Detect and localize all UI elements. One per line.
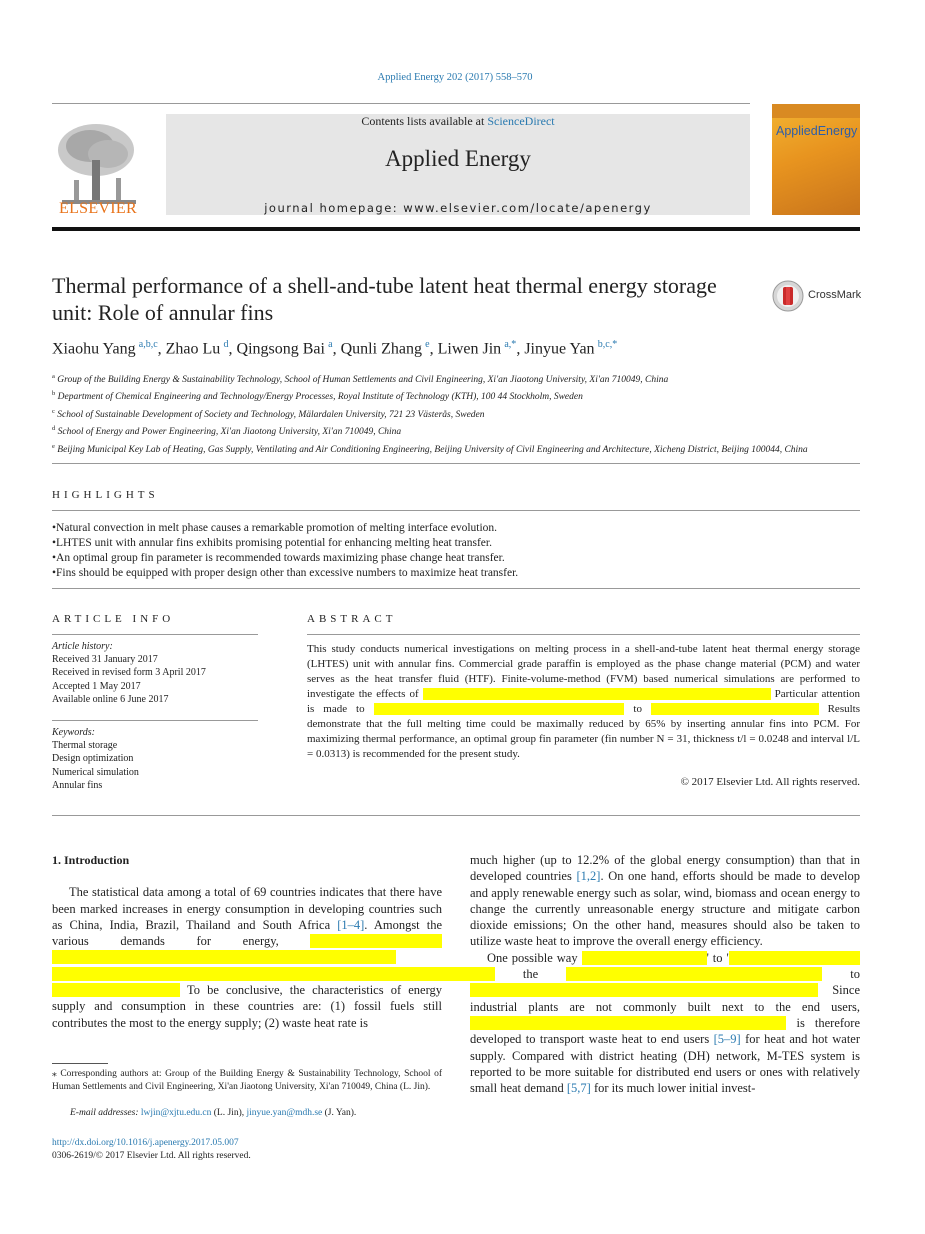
keyword-item: Design optimization <box>52 753 134 765</box>
contents-prefix: Contents lists available at <box>361 114 488 128</box>
redaction-highlight <box>423 688 771 700</box>
author-name[interactable]: Jinyue Yan <box>524 340 595 358</box>
history-label: Article history: <box>52 641 113 652</box>
affiliations-divider <box>52 463 860 464</box>
author-name[interactable]: Qunli Zhang <box>340 340 422 358</box>
keywords <box>52 726 258 792</box>
author-name[interactable]: Qingsong Bai <box>236 340 325 358</box>
highlight-item: • Natural convection in melt phase causes a remarkable promotion of melting interface evolution. <box>52 521 860 536</box>
intro-paragraph: One possible way ' to ' the to Since industrial plants are not commonly built next to the end users, is therefore developed to transport waste heat to end users [5–9] for heat and hot water supply. Compared with district heating (DH) network, M-TES system is reported to be more suitable for distributed end users or ones with relatively small heat demand [5,7] for its much lower initial invest- <box>470 950 861 1096</box>
header-divider <box>52 227 860 231</box>
highlights-bottom-rule <box>52 588 860 589</box>
corresponding-author-note: ⁎ Corresponding authors at: Group of the Building Energy & Sustainability Technology, School of Human Settlements and Civil Engineering, Xi'an Jiaotong University, Xi'an 710049, China (L. Jin). <box>52 1069 442 1093</box>
citation-link[interactable]: [5,7] <box>566 1081 591 1096</box>
abstract-rule <box>307 634 860 635</box>
redaction-highlight <box>566 967 822 981</box>
highlight-item: • An optimal group fin parameter is recommended towards maximizing phase change heat transfer. <box>52 551 860 566</box>
author-affil-sup[interactable]: a,b,c <box>138 339 158 350</box>
intro-right-column <box>470 852 860 1096</box>
issn-line: 0306-2619/© 2017 Elsevier Ltd. All rights reserved. <box>52 1151 251 1161</box>
keyword-item: Thermal storage <box>52 740 118 752</box>
affiliation-item: $^d$ School of Energy and Power Engineering, Xi'an Jiaotong University, Xi'an 710049, China <box>52 425 402 438</box>
journal-name: Applied Energy <box>385 146 531 171</box>
email-line: E-mail addresses: lwjin@xjtu.edu.cn (L. Jin), jinyue.yan@mdh.se (J. Yan). <box>70 1108 357 1118</box>
footnote-rule <box>52 1063 108 1064</box>
intro-paragraph: The statistical data among a total of 69 countries indicates that there have been marked increases in energy consumption in developing countries such as China, India, Brazil, Thailand and South Africa [1–4]. Amongst the various demands for energy, To be conclusive, the characteristics of energy supply and consumption in these countries are: (1) fossil fuels still contributes the most to the energy supply; (2) waste heat rate is <box>52 884 442 1031</box>
publisher-name: ELSEVIER <box>59 200 137 217</box>
abstract-copyright: © 2017 Elsevier Ltd. All rights reserved. <box>680 776 860 788</box>
affiliation-item: $^c$ School of Sustainable Development of Society and Technology, Mälardalen University, 721 23 Västerås, Sweden <box>52 407 485 421</box>
author-name[interactable]: Xiaohu Yang <box>52 340 136 358</box>
author-name[interactable]: Liwen Jin <box>437 340 502 358</box>
author-affil-sup[interactable]: a,* <box>504 339 517 350</box>
contents-line <box>166 114 750 129</box>
abstract-text: This study conducts numerical investigations on melting process in a shell-and-tube latent heat thermal energy storage (LHTES) unit with annular fins. Commercial grade paraffin is employed as the phase change material (PCM) and water serves as the heat transfer fluid (HTF). Finite-volume-method (FVM) based numerical simulations are performed to investigate the effects of Particular attention is made to to Results demonstrate that the full melting time could be maximally reduced by 65% by inserting annular fins into PCM. For maximizing thermal performance, an optimal group fin parameter (fin number N = 31, thickness t/l = 0.0248 and interval l/L = 0.0313) is recommended for the present study. <box>307 643 861 760</box>
keyword-item: Numerical simulation <box>52 766 139 778</box>
abstract-heading: ABSTRACT <box>307 613 397 625</box>
highlights-rule <box>52 510 860 511</box>
article-title: Thermal performance of a shell-and-tube latent heat thermal energy storage unit: Role of annular fins <box>52 273 717 325</box>
citation-link[interactable]: [5–9] <box>713 1032 741 1047</box>
highlight-item: • Fins should be equipped with proper design other than excessive numbers to maximize heat transfer. <box>52 566 860 581</box>
citation-link[interactable]: [1,2] <box>576 869 601 884</box>
cover-title: AppliedEnergy <box>776 124 858 138</box>
crossmark-icon[interactable] <box>772 280 804 312</box>
history-item: Available online 6 June 2017 <box>52 693 169 705</box>
affiliation-item: $^a$ Group of the Building Energy & Sustainability Technology, School of Human Settlements and Civil Engineering, Xi'an Jiaotong University, Xi'an 710049, China <box>52 373 669 386</box>
article-info-rule <box>52 634 258 635</box>
author-affil-sup[interactable]: b,c,* <box>597 339 618 350</box>
redaction-highlight <box>470 983 818 997</box>
cover-stripe <box>772 104 860 118</box>
doi-link[interactable]: http://dx.doi.org/10.1016/j.apenergy.2017.05.007 <box>52 1138 239 1148</box>
highlights-heading: HIGHLIGHTS <box>52 489 159 501</box>
journal-cover-image[interactable] <box>772 104 860 215</box>
sciencedirect-link[interactable]: ScienceDirect <box>487 114 555 128</box>
author-list: Xiaohu Yang $^{a,b,c}$, Zhao Lu $^d$, Qingsong Bai $^a$, Qunli Zhang $^e$, Liwen Jin $^{a,*}$, Jinyue Yan $^{b,c,*}$ <box>52 339 618 358</box>
email-link[interactable]: jinyue.yan@mdh.se <box>246 1108 323 1118</box>
affiliation-item: $^e$ Beijing Municipal Key Lab of Heating, Gas Supply, Ventilating and Air Conditioning Engineering, Beijing University of Civil Engineering and Architecture, Xicheng District, Beijing 100044, China <box>52 442 808 455</box>
author-affil-sup[interactable]: d <box>223 339 229 350</box>
article-info <box>52 640 258 706</box>
affiliations <box>52 370 842 457</box>
history-item: Accepted 1 May 2017 <box>52 680 141 692</box>
intro-left-column <box>52 852 442 1031</box>
email-link[interactable]: lwjin@xjtu.edu.cn <box>140 1108 212 1118</box>
redaction-highlight <box>582 951 707 965</box>
author-affil-sup[interactable]: a <box>328 339 333 350</box>
article-info-heading: ARTICLE INFO <box>52 613 175 625</box>
intro-paragraph: much higher (up to 12.2% of the global energy consumption) than that in developed countries [1,2]. On one hand, efforts should be made to develop and apply renewable energy such as solar, wind, biomass and ocean energy to change the currently unreasonable energy structure and mitigate carbon dioxide emissions; On the other hand, measures should also be taken to utilize waste heat to improve the overall energy efficiency. <box>470 853 861 949</box>
keywords-label: Keywords: <box>52 727 95 738</box>
journal-reference[interactable]: Applied Energy 202 (2017) 558–570 <box>377 72 533 83</box>
abstract-bottom-rule <box>52 815 860 816</box>
author-name[interactable]: Zhao Lu <box>165 340 221 358</box>
redaction-highlight <box>374 703 625 715</box>
affiliation-item: $^b$ Department of Chemical Engineering and Technology/Energy Processes, Royal Institute of Technology (KTH), 100 44 Stockholm, Sweden <box>52 390 583 403</box>
intro-heading: 1. Introduction <box>52 853 130 867</box>
highlights-list <box>52 521 860 581</box>
citation-link[interactable]: [1–4] <box>337 917 365 932</box>
header-rule <box>52 103 750 104</box>
history-item: Received in revised form 3 April 2017 <box>52 667 206 679</box>
keyword-item: Annular fins <box>52 779 103 791</box>
highlight-item: • LHTES unit with annular fins exhibits promising potential for enhancing melting heat transfer. <box>52 536 860 551</box>
journal-homepage[interactable]: journal homepage: www.elsevier.com/locate/apenergy <box>264 201 652 215</box>
keywords-rule <box>52 720 258 721</box>
crossmark-label[interactable]: CrossMark <box>808 289 862 301</box>
redaction-highlight <box>470 1016 786 1030</box>
author-affil-sup[interactable]: e <box>425 339 430 350</box>
email-label: E-mail addresses: <box>70 1108 139 1118</box>
redaction-highlight <box>651 703 819 715</box>
history-item: Received 31 January 2017 <box>52 654 158 666</box>
